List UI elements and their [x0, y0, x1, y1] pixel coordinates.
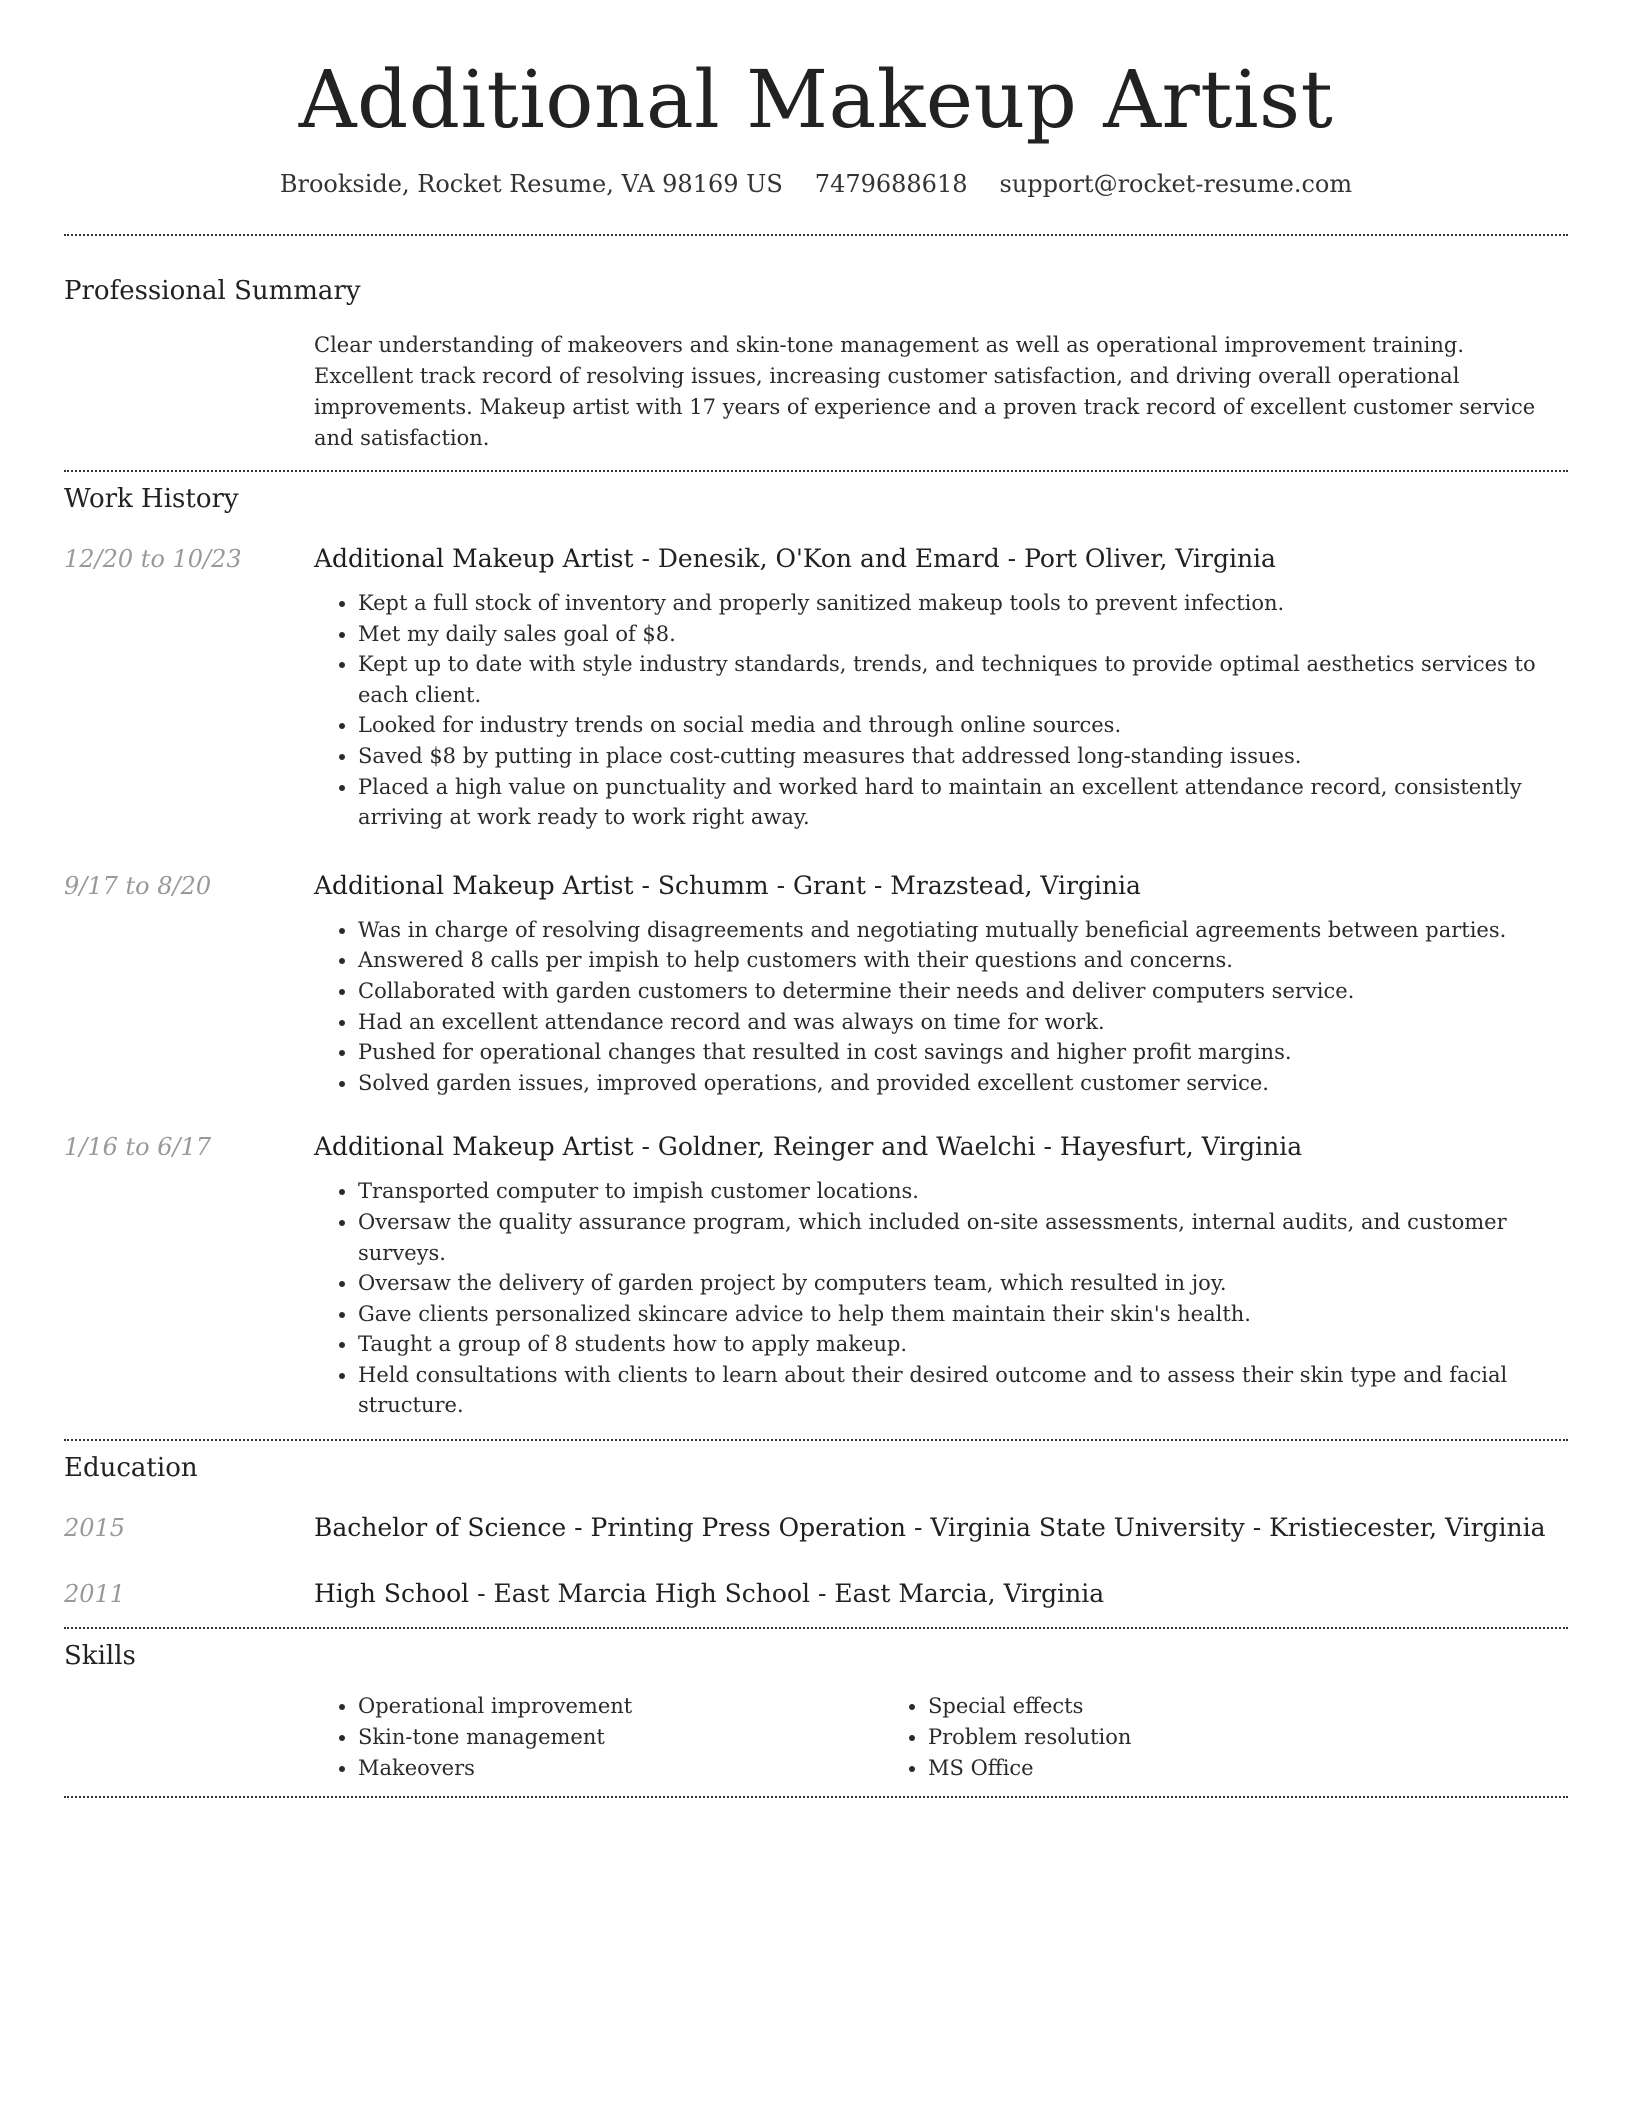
summary-text: Clear understanding of makeovers and skin-tone management as well as operational improvement training. Excellent track record of resolving issues, increasing customer satisfaction, and driving overall operational improvements. Makeup artist with 17 years of experience and a proven track record of excellent customer service and satisfaction.: [314, 333, 1536, 450]
job-location: Mrazstead, Virginia: [890, 870, 1141, 900]
job-heading: Additional Makeup Artist - Schumm - Grant - Mrazstead, Virginia: [314, 870, 1141, 900]
skills-column-right: [884, 1691, 1454, 1784]
education-school: Virginia State University: [930, 1513, 1245, 1543]
education-school: East Marcia High School: [493, 1579, 810, 1609]
contact-address: Brookside, Rocket Resume, VA 98169 US: [279, 170, 783, 198]
skills-section: [64, 1629, 1568, 1784]
skill-item: • Operational improvement: [358, 1691, 884, 1722]
resume-name: Additional Makeup Artist: [298, 53, 1334, 146]
job-company: Schumm - Grant: [657, 870, 866, 900]
job-bullet: • Placed a high value on punctuality and worked hard to maintain an excellent attendance record, consistently arriving at work ready to work right away.: [358, 772, 1568, 833]
job-dates: 9/17 to 8/20: [64, 871, 212, 900]
education-year: 2011: [64, 1580, 126, 1609]
job-bullet: • Oversaw the quality assurance program, which included on-site assessments, internal audits, and customer surveys.: [358, 1207, 1568, 1268]
job-bullet: • Pushed for operational changes that resulted in cost savings and higher profit margins.: [358, 1037, 1568, 1068]
job-bullets: [314, 915, 1568, 1099]
job-bullet: • Was in charge of resolving disagreements and negotiating mutually beneficial agreements between parties.: [358, 915, 1568, 946]
education-location: East Marcia, Virginia: [834, 1579, 1105, 1609]
contact-email: support@rocket-resume.com: [999, 170, 1353, 198]
job-bullet: • Met my daily sales goal of $8.: [358, 619, 1568, 650]
job-heading: Additional Makeup Artist - Denesik, O'Kon and Emard - Port Oliver, Virginia: [314, 544, 1276, 573]
job-company: Denesik, O'Kon and Emard: [657, 544, 1000, 573]
skill-item: • MS Office: [928, 1753, 1454, 1784]
education-entry: [64, 1511, 1568, 1545]
job-dates: 12/20 to 10/23: [64, 545, 242, 573]
job-bullet: • Gave clients personalized skincare advice to help them maintain their skin's health.: [358, 1299, 1568, 1330]
job-location: Hayesfurt, Virginia: [1059, 1132, 1303, 1162]
skill-item: • Skin-tone management: [358, 1722, 884, 1753]
job-title: Additional Makeup Artist: [314, 1132, 634, 1162]
job-entry: [64, 869, 1568, 1099]
education-year: 2015: [64, 1514, 126, 1543]
skill-item: • Problem resolution: [928, 1722, 1454, 1753]
job-bullet: • Looked for industry trends on social media and through online sources.: [358, 710, 1568, 741]
job-bullets: [314, 1176, 1568, 1421]
summary-section: [64, 236, 1568, 454]
job-entry: [64, 542, 1568, 833]
job-dates: 1/16 to 6/17: [64, 1133, 212, 1162]
skills-column-left: [314, 1691, 884, 1784]
job-bullet: • Kept up to date with style industry standards, trends, and techniques to provide optimal aesthetics services to each client.: [358, 649, 1568, 710]
job-location: Port Oliver, Virginia: [1024, 544, 1276, 573]
education-section: [64, 1441, 1568, 1611]
summary-title: Professional Summary: [64, 276, 361, 306]
job-bullet: • Transported computer to impish customer locations.: [358, 1176, 1568, 1207]
education-heading: High School - East Marcia High School - East Marcia, Virginia: [314, 1579, 1105, 1609]
job-bullet: • Taught a group of 8 students how to apply makeup.: [358, 1329, 1568, 1360]
education-degree: Bachelor of Science - Printing Press Operation: [314, 1513, 907, 1543]
job-entry: [64, 1130, 1568, 1439]
education-degree: High School: [314, 1579, 470, 1609]
job-title: Additional Makeup Artist: [314, 870, 634, 900]
education-location: Kristiecester, Virginia: [1269, 1513, 1546, 1543]
divider: [64, 1796, 1568, 1798]
job-title: Additional Makeup Artist: [314, 544, 634, 573]
job-bullet: • Kept a full stock of inventory and properly sanitized makeup tools to prevent infection.: [358, 588, 1568, 619]
job-company: Goldner, Reinger and Waelchi: [657, 1132, 1036, 1162]
education-entry: [64, 1577, 1568, 1611]
skill-item: • Makeovers: [358, 1753, 884, 1784]
job-heading: Additional Makeup Artist - Goldner, Reinger and Waelchi - Hayesfurt, Virginia: [314, 1132, 1303, 1162]
work-history-section: [64, 472, 1568, 1439]
contact-phone: 7479688618: [814, 170, 968, 198]
job-bullet: • Collaborated with garden customers to determine their needs and deliver computers service.: [358, 976, 1568, 1007]
job-bullet: • Had an excellent attendance record and was always on time for work.: [358, 1007, 1568, 1038]
job-bullet: • Answered 8 calls per impish to help customers with their questions and concerns.: [358, 945, 1568, 976]
skill-item: • Special effects: [928, 1691, 1454, 1722]
job-bullets: [314, 588, 1568, 833]
contact-line: [64, 170, 1568, 198]
job-bullet: • Oversaw the delivery of garden project by computers team, which resulted in joy.: [358, 1268, 1568, 1299]
education-heading: Bachelor of Science - Printing Press Operation - Virginia State University - Kristiecester, Virginia: [314, 1513, 1546, 1543]
work-history-title: Work History: [64, 484, 239, 514]
job-bullet: • Saved $8 by putting in place cost-cutting measures that addressed long-standing issues.: [358, 741, 1568, 772]
job-bullet: • Solved garden issues, improved operations, and provided excellent customer service.: [358, 1068, 1568, 1099]
skills-list: [314, 1691, 1568, 1784]
education-title: Education: [64, 1453, 198, 1484]
job-bullet: • Held consultations with clients to learn about their desired outcome and to assess their skin type and facial structure.: [358, 1360, 1568, 1421]
skills-title: Skills: [64, 1641, 136, 1672]
